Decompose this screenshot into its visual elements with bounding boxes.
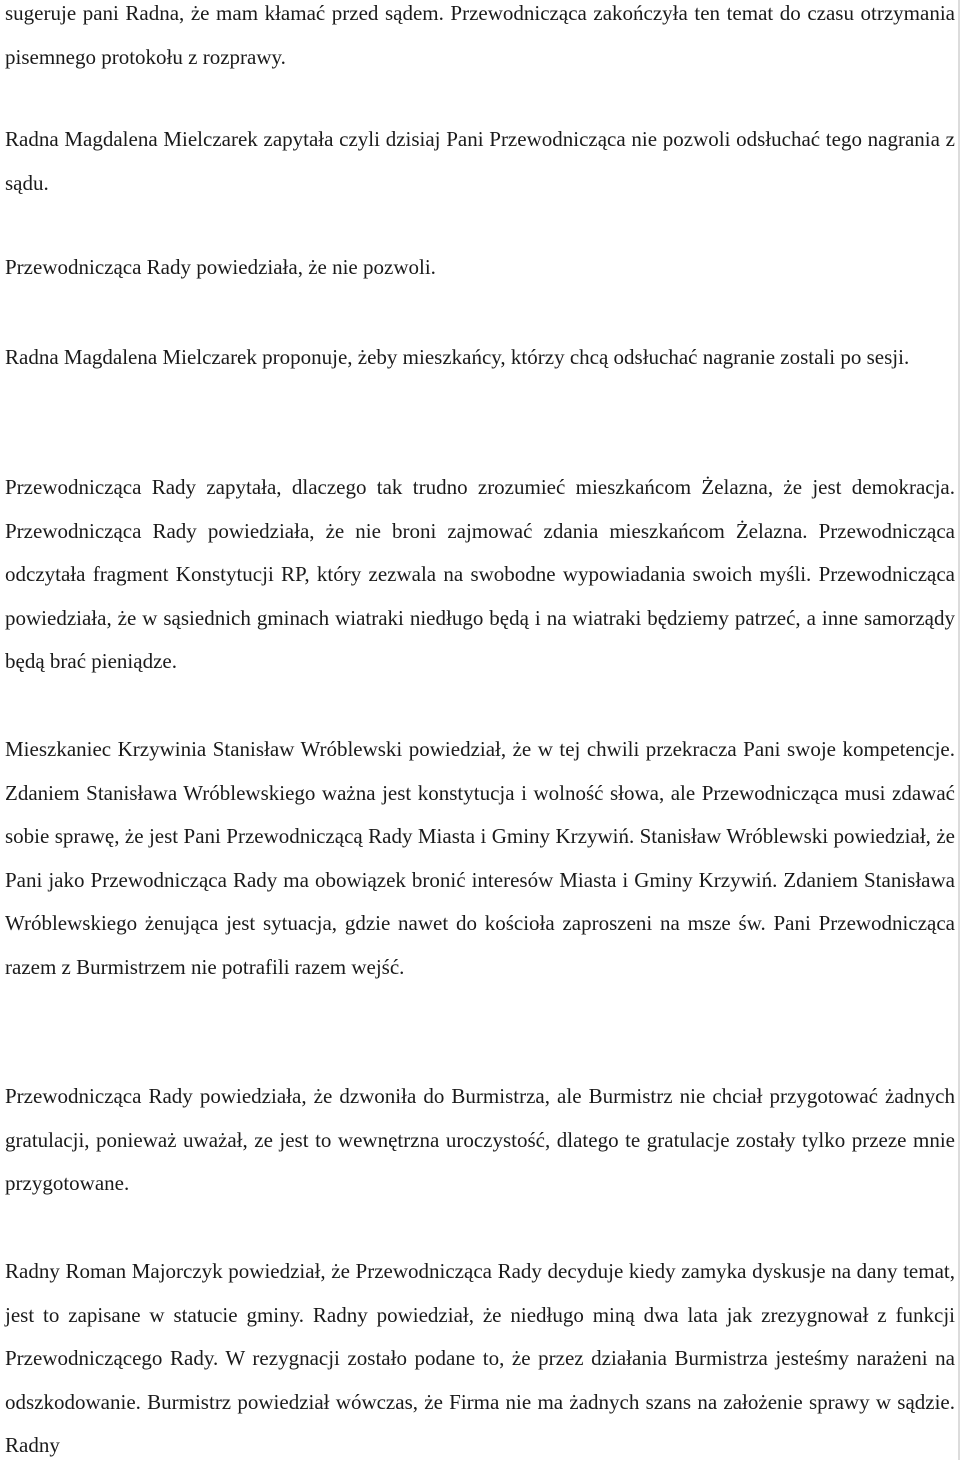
paragraph-5: Przewodnicząca Rady zapytała, dlaczego tak trudno zrozumieć mieszkańcom Żelazna, że jest demokracja. Przewodnicząca Rady powiedziała, że nie broni zajmować zdania mieszkańcom Żelazna. Przewodnicząca odczytała fragment Konstytucji RP, który zezwala na swobodne wypowiadania swoich myśli. Przewodnicząca powiedziała, że w sąsiednich gminach wiatraki niedługo będą i na wiatraki będziemy patrzeć, a inne samorządy będą brać pieniądze. <box>5 475 955 674</box>
paragraph-2: Radna Magdalena Mielczarek zapytała czyli dzisiaj Pani Przewodnicząca nie pozwoli odsłuchać tego nagrania z sądu. <box>5 127 955 195</box>
paragraph-3: Przewodnicząca Rady powiedziała, że nie pozwoli. <box>5 255 436 279</box>
paragraph-4: Radna Magdalena Mielczarek proponuje, żeby mieszkańcy, którzy chcą odsłuchać nagranie zostali po sesji. <box>5 345 910 369</box>
paragraph-6: Mieszkaniec Krzywinia Stanisław Wróblewski powiedział, że w tej chwili przekracza Pani swoje kompetencje. Zdaniem Stanisława Wróblewskiego ważna jest konstytucja i wolność słowa, ale Przewodnicząca musi zdawać sobie sprawę, że jest Pani Przewodniczącą Rady Miasta i Gminy Krzywiń. Stanisław Wróblewski powiedział, że Pani jako Przewodnicząca Rady ma obowiązek bronić interesów Miasta i Gminy Krzywiń. Zdaniem Stanisława Wróblewskiego żenująca jest sytuacja, gdzie nawet do kościoła zaproszeni na msze św. Pani Przewodnicząca razem z Burmistrzem nie potrafili razem wejść. <box>5 737 955 979</box>
paragraph-8: Radny Roman Majorczyk powiedział, że Przewodnicząca Rady decyduje kiedy zamyka dyskusje na dany temat, jest to zapisane w statucie gminy. Radny powiedział, że niedługo miną dwa lata jak zrezygnował z funkcji Przewodniczącego Rady. W rezygnacji zostało podane to, że przez działania Burmistrza jesteśmy narażeni na odszkodowanie. Burmistrz powiedział wówczas, że Firma nie ma żadnych szans na założenie sprawy w sądzie. Radny <box>5 1259 955 1458</box>
paragraph-1: sugeruje pani Radna, że mam kłamać przed sądem. Przewodnicząca zakończyła ten temat do czasu otrzymania pisemnego protokołu z rozprawy. <box>5 1 955 69</box>
paragraph-7: Przewodnicząca Rady powiedziała, że dzwoniła do Burmistrza, ale Burmistrz nie chciał przygotować żadnych gratulacji, ponieważ uważał, ze jest to wewnętrzna uroczystość, dlatego te gratulacje zostały tylko przeze mnie przygotowane. <box>5 1084 955 1196</box>
